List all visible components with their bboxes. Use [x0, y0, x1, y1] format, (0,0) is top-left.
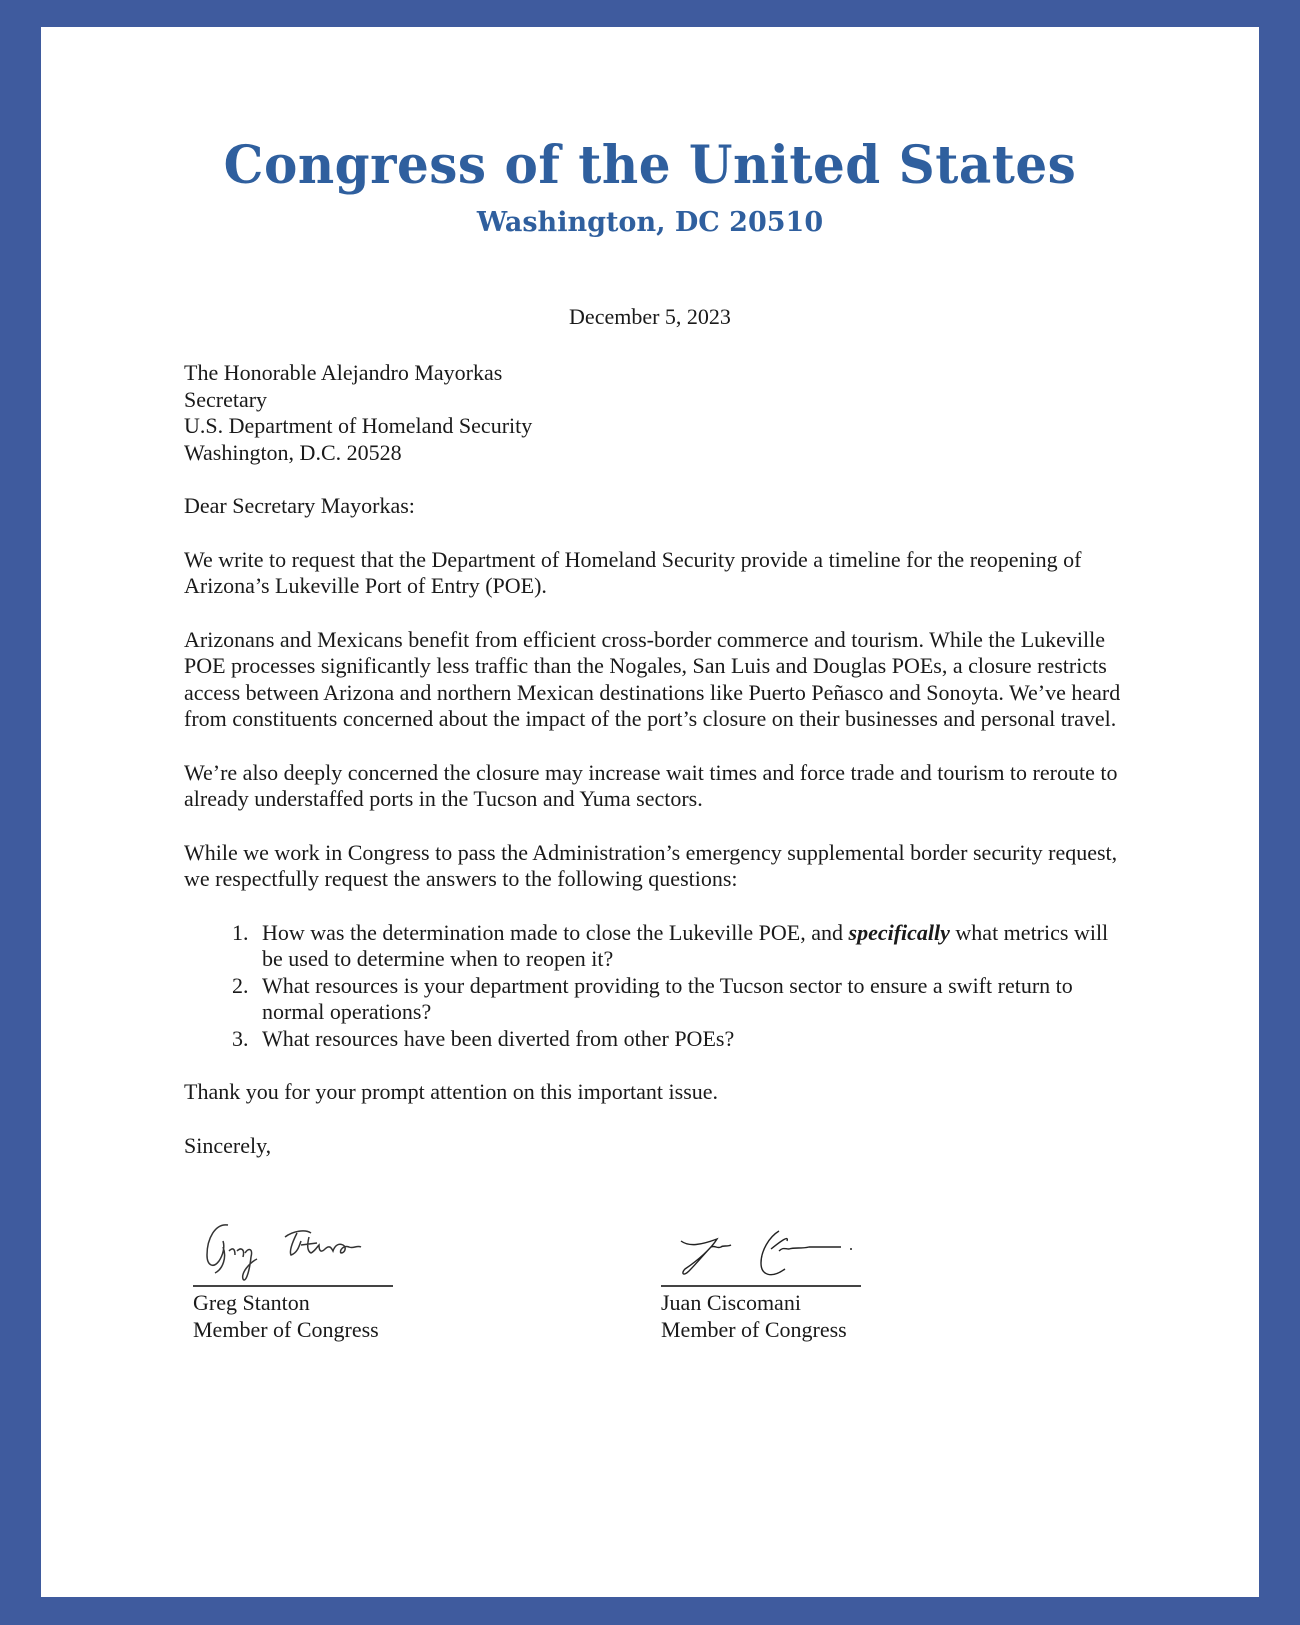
signatory-name: Juan Ciscomani: [661, 1290, 801, 1315]
signatory-title: Member of Congress: [193, 1317, 379, 1342]
signatory-title: Member of Congress: [661, 1317, 847, 1342]
paragraph: Arizonans and Mexicans benefit from efficient cross-border commerce and tourism. While the Lukeville POE processes significantly less traffic than the Nogales, San Luis and Douglas POEs, a closure restricts access between Arizona and northern Mexican destinations like Puerto Peñasco and Sonoyta. We’ve heard from constituents concerned about the impact of the port’s closure on their businesses and personal travel.: [184, 626, 1121, 731]
question-item: [254, 1026, 1124, 1053]
letter-date: December 5, 2023: [569, 304, 731, 329]
signatures: [41, 1217, 1259, 1377]
question-text: How was the determination made to close the Lukeville POE, and: [262, 919, 849, 945]
signature-line: [193, 1285, 393, 1287]
signature-block: [661, 1217, 861, 1343]
letter-body: [184, 360, 1124, 1186]
question-text: What resources is your department providing to the Tucson sector to ensure a swift return to normal operations?: [262, 972, 1073, 1024]
recipient-department: U.S. Department of Homeland Security: [184, 413, 533, 438]
letterhead-subtitle: Washington, DC 20510: [476, 207, 824, 238]
recipient-city: Washington, D.C. 20528: [184, 439, 402, 465]
handwritten-signature-icon: [193, 1217, 393, 1285]
letterhead-title: Congress of the United States: [223, 133, 1077, 196]
closing: Sincerely,: [184, 1132, 272, 1158]
question-item: [254, 920, 1124, 973]
letter-page: [41, 27, 1259, 1597]
question-emphasis: specifically: [848, 919, 950, 945]
recipient-address: [184, 360, 1124, 466]
question-text: what metrics will be used to determine when to reopen it?: [262, 919, 1109, 971]
question-item: [254, 973, 1124, 1026]
signature-line: [661, 1285, 861, 1287]
handwritten-signature-icon: [661, 1217, 861, 1285]
signatory-name: Greg Stanton: [193, 1290, 310, 1315]
recipient-name: The Honorable Alejandro Mayorkas: [184, 360, 503, 385]
question-text: What resources have been diverted from other POEs?: [262, 1025, 735, 1051]
paragraph: We write to request that the Department of Homeland Security provide a timeline for the reopening of Arizona’s Lukeville Port of Entry (POE).: [184, 546, 1082, 598]
paragraph: While we work in Congress to pass the Administration’s emergency supplemental border security request, we respectfully request the answers to the following questions:: [184, 839, 1118, 891]
paragraph: We’re also deeply concerned the closure may increase wait times and force trade and tourism to reroute to already understaffed ports in the Tucson and Yuma sectors.: [184, 759, 1118, 811]
salutation: Dear Secretary Mayorkas:: [184, 493, 415, 518]
questions-list: [184, 920, 1124, 1053]
closing-paragraph: Thank you for your prompt attention on this important issue.: [184, 1079, 719, 1104]
recipient-title: Secretary: [184, 386, 268, 412]
signature-block: [193, 1217, 393, 1343]
